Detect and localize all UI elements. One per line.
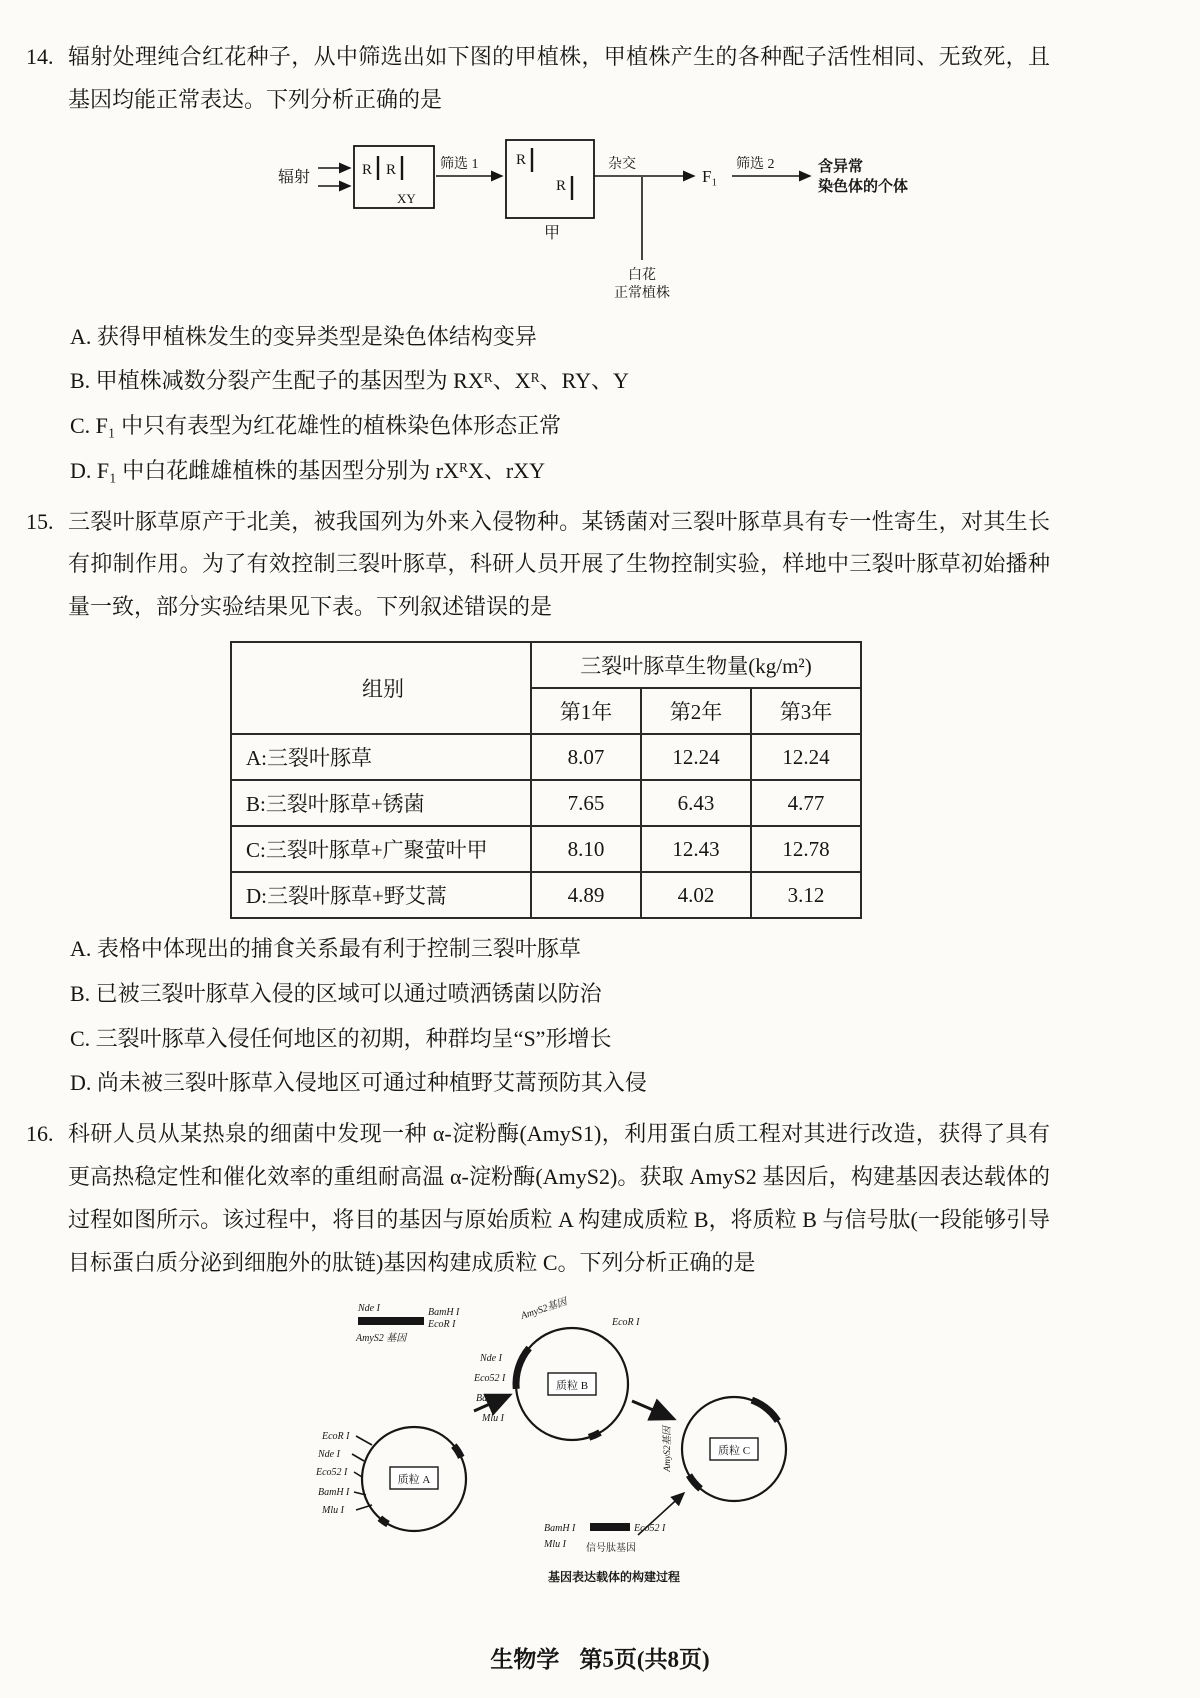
option-a: A. 获得甲植株发生的变异类型是染色体结构变异: [70, 323, 537, 349]
cell: 8.10: [531, 826, 641, 872]
table-row: [231, 780, 861, 826]
option-b: B. 甲植株减数分裂产生配子的基因型为 RXᴿ、Xᴿ、RY、Y: [70, 368, 629, 394]
question-16-stem: 科研人员从某热泉的细菌中发现一种 α-淀粉酶(AmyS1)，利用蛋白质工程对其进行改造，获得了具有更高热稳定性和催化效率的重组耐高温 α-淀粉酶(AmyS2)。获取 AmyS2 基因后，构建基因表达载体的过程如图所示。该过程中，将目的基因与原始质粒 A 构建成质粒 B，将质粒 B 与信号肽(一段能够引导目标蛋白质分泌到细胞外的肽链)基因构建成质粒 C。下列分析正确的是: [68, 1120, 1050, 1275]
xy-label: XY: [397, 190, 416, 206]
signal-peptide-gene-bar: [590, 1523, 630, 1531]
enzyme-ndei-label: Nde I: [358, 1302, 380, 1314]
plasmid-c-label: 质粒 C: [717, 1444, 751, 1457]
cell: 12.24: [641, 734, 751, 780]
header-group: 组别: [231, 642, 531, 734]
table-row: [231, 734, 861, 780]
enzyme-mlui-label: Mlu I: [544, 1538, 566, 1550]
enzyme-bamhi-label: BamH I: [476, 1392, 508, 1404]
cross-label: 杂交: [608, 156, 636, 172]
cell: 12.43: [641, 826, 751, 872]
cell: 7.65: [531, 780, 641, 826]
leader-line: [356, 1436, 372, 1445]
enzyme-mlui-label: Mlu I: [322, 1504, 344, 1516]
enzyme-eco52i-label: Eco52 I: [634, 1522, 666, 1534]
plasmid-c-gene-label: AmyS2基因: [663, 1425, 673, 1472]
construct-arrow-b-to-c: [632, 1401, 674, 1419]
plasmid-b-gene-label: AmyS2基因: [519, 1296, 569, 1322]
white-flower-label: 正常植株: [614, 285, 670, 301]
table-row: [231, 872, 861, 918]
q16-diagram: [314, 1289, 1050, 1594]
cell: 8.07: [531, 734, 641, 780]
option-c: C. 三裂叶豚草入侵任何地区的初期，种群均呈“S”形增长: [70, 1025, 612, 1051]
cell: 12.24: [751, 734, 861, 780]
q15-options: [70, 934, 1050, 1098]
screen1-label: 筛选 1: [440, 156, 479, 172]
table-row: [231, 826, 861, 872]
f1-label: F₁: [702, 166, 718, 186]
question-14-number: 14.: [26, 44, 54, 69]
cell: 12.78: [751, 826, 861, 872]
q14-diagram-svg: [264, 124, 944, 302]
white-flower-label: 白花: [628, 267, 656, 283]
screen2-label: 筛选 2: [736, 156, 775, 172]
option-a: A. 表格中体现出的捕食关系最有利于控制三裂叶豚草: [70, 936, 581, 962]
cell: 4.02: [641, 872, 751, 918]
question-14: [26, 36, 1050, 486]
cell: 4.77: [751, 780, 861, 826]
option-c: C. F₁ 中只有表型为红花雄性的植株染色体形态正常: [70, 413, 562, 439]
header-year-1: 第1年: [531, 688, 641, 734]
question-15-number: 15.: [26, 508, 54, 534]
footer-page-number: 第5页(共8页): [579, 1647, 710, 1672]
footer-subject: 生物学: [490, 1647, 560, 1672]
row-label: D:三裂叶豚草+野艾蒿: [231, 872, 531, 918]
leader-line: [352, 1454, 364, 1461]
cell: 6.43: [641, 780, 751, 826]
leader-line: [354, 1472, 362, 1477]
question-16: [26, 1113, 1050, 1594]
row-label: C:三裂叶豚草+广聚萤叶甲: [231, 826, 531, 872]
allele-label: R: [386, 161, 397, 178]
allele-label: R: [516, 151, 527, 168]
signal-peptide-gene-label: 信号肽基因: [586, 1542, 636, 1554]
allele-label: R: [556, 177, 567, 194]
question-14-stem: 辐射处理纯合红花种子，从中筛选出如下图的甲植株，甲植株产生的各种配子活性相同、无致死，且基因均能正常表达。下列分析正确的是: [68, 44, 1050, 112]
q14-diagram: [264, 124, 1050, 307]
plasmid-b-label: 质粒 B: [555, 1379, 589, 1392]
enzyme-bamhi-label: BamH I: [544, 1522, 576, 1534]
enzyme-ecori-label: EcoR I: [612, 1316, 640, 1328]
amys2-gene-label: AmyS2 基因: [356, 1332, 407, 1344]
cell: 4.89: [531, 872, 641, 918]
row-label: B:三裂叶豚草+锈菌: [231, 780, 531, 826]
enzyme-ndei-label: Nde I: [318, 1448, 340, 1460]
cell: 3.12: [751, 872, 861, 918]
enzyme-eco52i-label: Eco52 I: [316, 1466, 348, 1478]
allele-label: R: [362, 161, 373, 178]
enzyme-ecori-label: EcoR I: [322, 1430, 350, 1442]
q16-diagram-svg: [314, 1289, 834, 1589]
enzyme-mlui-label: Mlu I: [482, 1412, 504, 1424]
result-label: 含异常: [818, 158, 864, 175]
plasmid-a-label: 质粒 A: [397, 1473, 431, 1486]
radiation-label: 辐射: [278, 168, 311, 186]
header-biomass: 三裂叶豚草生物量(kg/m²): [531, 642, 861, 688]
amys2-gene-bar: [358, 1317, 424, 1325]
enzyme-bamhi-label: BamH I: [428, 1306, 460, 1318]
page-footer: [0, 1641, 1200, 1674]
figure-caption: 基因表达载体的构建过程: [547, 1569, 681, 1584]
question-16-number: 16.: [26, 1120, 54, 1146]
option-b: B. 已被三裂叶豚草入侵的区域可以通过喷洒锈菌以防治: [70, 980, 602, 1006]
header-year-3: 第3年: [751, 688, 861, 734]
option-d: D. F₁ 中白花雌雄植株的基因型分别为 rXᴿX、rXY: [70, 457, 546, 483]
row-label: A:三裂叶豚草: [231, 734, 531, 780]
question-15-stem: 三裂叶豚草原产于北美，被我国列为外来入侵物种。某锈菌对三裂叶豚草具有专一性寄生，对其生长有抑制作用。为了有效控制三裂叶豚草，科研人员开展了生物控制实验，样地中三裂叶豚草初始播种量一致，部分实验结果见下表。下列叙述错误的是: [68, 508, 1050, 620]
enzyme-ndei-label: Nde I: [480, 1352, 502, 1364]
header-year-2: 第2年: [641, 688, 751, 734]
question-15: [26, 501, 1050, 1098]
enzyme-ecori-label: EcoR I: [428, 1318, 456, 1330]
q15-table-wrap: [230, 641, 1050, 919]
result-label: 染色体的个体: [818, 178, 909, 195]
enzyme-bamhi-label: BamH I: [318, 1486, 350, 1498]
q14-options: [70, 322, 1050, 486]
q15-table: [230, 641, 862, 919]
enzyme-eco52i-label: Eco52 I: [474, 1372, 506, 1384]
option-d: D. 尚未被三裂叶豚草入侵地区可通过种植野艾蒿预防其入侵: [70, 1070, 647, 1096]
jia-label: 甲: [544, 224, 561, 242]
